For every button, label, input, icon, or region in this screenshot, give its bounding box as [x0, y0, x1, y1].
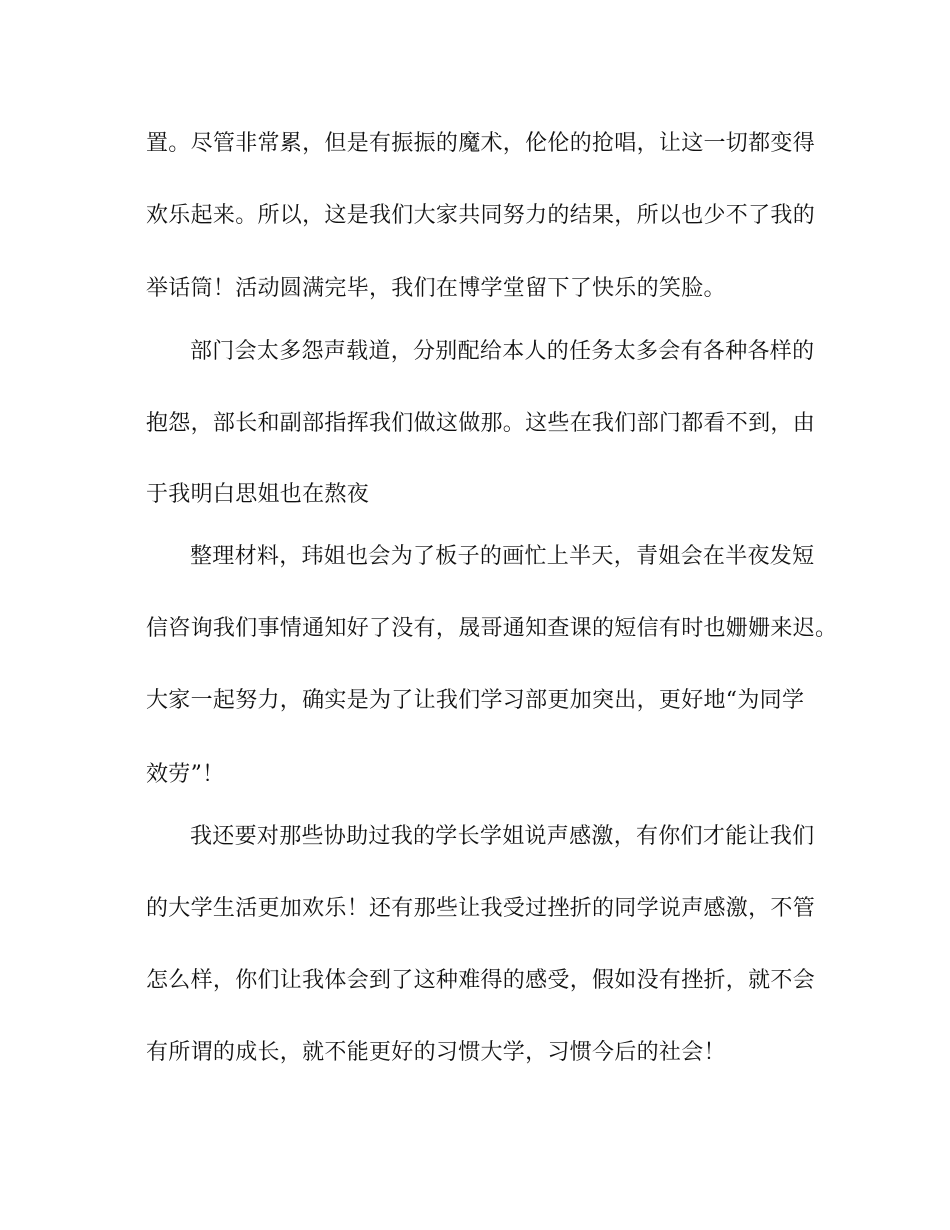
- text-line: 于我明白思姐也在熬夜: [146, 482, 370, 507]
- text-line: 怎么样，你们让我体会到了这种难得的感受，假如没有挫折，就不会: [146, 968, 816, 993]
- paragraph-first-line: 部门会太多怨声载道，分别配给本人的任务太多会有各种各样的: [190, 339, 815, 364]
- text-line: 有所谓的成长，就不能更好的习惯大学，习惯今后的社会！: [146, 1040, 726, 1065]
- paragraph-first-line: 我还要对那些协助过我的学长学姐说声感激，有你们才能让我们: [190, 824, 815, 849]
- text-line: 大家一起努力，确实是为了让我们学习部更加突出，更好地“为同学: [146, 688, 805, 713]
- text-line: 置。尽管非常累，但是有振振的魔术，伦伦的抢唱，让这一切都变得: [146, 131, 816, 156]
- text-line: 信咨询我们事情通知好了没有，晟哥通知查课的短信有时也姗姗来迟。: [146, 616, 838, 641]
- text-line: 效劳”！: [146, 762, 225, 787]
- text-line: 举话筒！活动圆满完毕，我们在博学堂留下了快乐的笑脸。: [146, 276, 726, 301]
- paragraph-first-line: 整理材料，玮姐也会为了板子的画忙上半天，青姐会在半夜发短: [190, 544, 815, 569]
- text-line: 的大学生活更加欢乐！还有那些让我受过挫折的同学说声感激，不管: [146, 896, 816, 921]
- text-line: 抱怨，部长和副部指挥我们做这做那。这些在我们部门都看不到，由: [146, 411, 816, 436]
- text-line: 欢乐起来。所以，这是我们大家共同努力的结果，所以也少不了我的: [146, 203, 816, 228]
